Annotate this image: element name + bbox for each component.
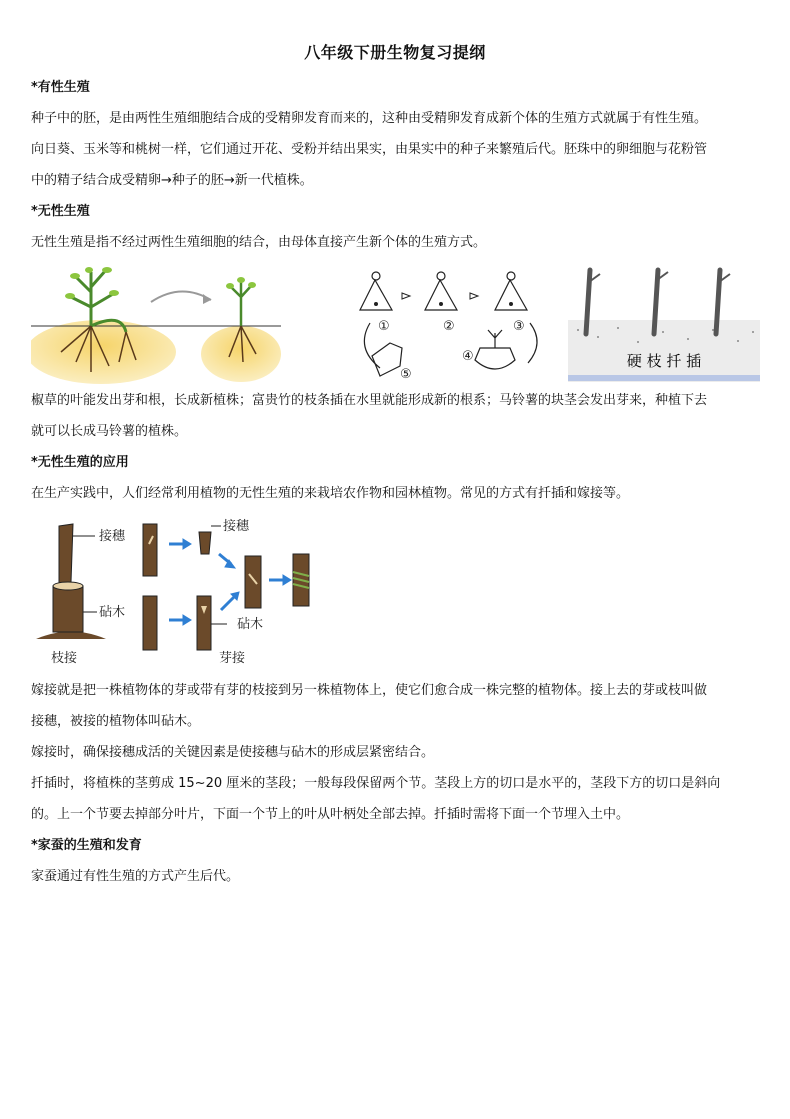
- plant-propagation-figure: [31, 262, 281, 384]
- page-title: 八年级下册生物复习提纲: [304, 43, 486, 62]
- paragraph: 扦插时，将植株的茎剪成 15~20 厘米的茎段；一般每段保留两个节。茎段上方的切口是水平的，茎段下方的切口是斜向: [31, 776, 721, 791]
- bud-graft-caption: 芽接: [219, 651, 246, 666]
- step-label: ④: [462, 349, 474, 364]
- grafting-figure: [31, 514, 331, 670]
- heading-asexual-reproduction: *无性生殖: [31, 204, 90, 219]
- scion-label: 接穗: [223, 519, 250, 534]
- step-label: ③: [513, 319, 525, 334]
- paragraph: 无性生殖是指不经过两性生殖细胞的结合，由母体直接产生新个体的生殖方式。: [31, 235, 487, 250]
- paragraph: 在生产实践中，人们经常利用植物的无性生殖的来栽培农作物和园林植物。常见的方式有扦插和嫁接等。: [31, 486, 630, 501]
- paragraph: 种子中的胚，是由两性生殖细胞结合成的受精卵发育而来的，这种由受精卵发育成新个体的生殖方式就属于有性生殖。: [31, 111, 708, 126]
- paragraph: 接穗，被接的植物体叫砧木。: [31, 714, 201, 729]
- heading-sexual-reproduction: *有性生殖: [31, 80, 90, 95]
- scion-label: 接穗: [99, 529, 126, 544]
- step-label: ①: [378, 319, 390, 334]
- step-label: ⑤: [400, 367, 412, 382]
- paragraph: 向日葵、玉米等和桃树一样，它们通过开花、受粉并结出果实，由果实中的种子来繁殖后代。胚珠中的卵细胞与花粉管: [31, 142, 708, 157]
- paragraph: 嫁接时，确保接穗成活的关键因素是使接穗与砧木的形成层紧密结合。: [31, 745, 435, 760]
- paragraph: 椒草的叶能发出芽和根，长成新植株；富贵竹的枝条插在水里就能形成新的根系；马铃薯的块茎会发出芽来，种植下去: [31, 393, 708, 408]
- hardwood-cutting-caption: 硬 枝 扦 插: [626, 352, 702, 370]
- step-label: ②: [443, 319, 455, 334]
- stock-label: 砧木: [237, 617, 264, 632]
- branch-graft-caption: 枝接: [51, 651, 78, 666]
- heading-silkworm: *家蚕的生殖和发育: [31, 838, 142, 853]
- paragraph: 嫁接就是把一株植物体的芽或带有芽的枝接到另一株植物体上，使它们愈合成一株完整的植物体。接上去的芽或枝叫做: [31, 683, 708, 698]
- hardwood-cutting-figure: [568, 262, 760, 384]
- paragraph: 中的精子结合成受精卵→种子的胚→新一代植株。: [31, 173, 313, 188]
- paragraph: 家蚕通过有性生殖的方式产生后代。: [31, 869, 240, 884]
- heading-asexual-application: *无性生殖的应用: [31, 455, 129, 470]
- paragraph: 就可以长成马铃薯的植株。: [31, 424, 188, 439]
- paragraph: 的。上一个节要去掉部分叶片，下面一个节上的叶从叶柄处全部去掉。扦插时需将下面一个节埋入土中。: [31, 807, 630, 822]
- leaf-cutting-steps-figure: [350, 268, 550, 386]
- stock-label: 砧木: [99, 605, 126, 620]
